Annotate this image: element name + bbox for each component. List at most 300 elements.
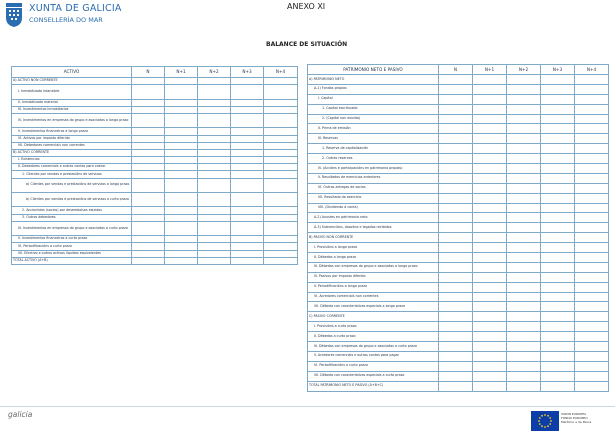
value-cell[interactable] xyxy=(507,114,541,124)
value-cell[interactable] xyxy=(507,243,541,253)
value-cell[interactable] xyxy=(507,322,541,332)
value-cell[interactable] xyxy=(541,223,575,233)
value-cell[interactable] xyxy=(507,272,541,282)
value-cell[interactable] xyxy=(439,134,473,144)
row-label: I. Existencias xyxy=(12,157,132,164)
value-cell[interactable] xyxy=(541,134,575,144)
value-cell[interactable] xyxy=(439,243,473,253)
value-cell[interactable] xyxy=(473,134,507,144)
table-row xyxy=(12,113,298,127)
value-cell[interactable] xyxy=(132,135,165,142)
value-cell[interactable] xyxy=(264,243,298,250)
value-cell[interactable] xyxy=(507,351,541,361)
value-cell[interactable] xyxy=(473,213,507,223)
value-cell[interactable] xyxy=(473,332,507,342)
eu-line-3: Marítimo e de Pesca xyxy=(561,420,592,424)
value-cell[interactable] xyxy=(507,332,541,342)
value-cell[interactable] xyxy=(541,253,575,263)
value-cell[interactable] xyxy=(473,203,507,213)
value-cell[interactable] xyxy=(439,144,473,154)
value-cell[interactable] xyxy=(473,94,507,104)
value-cell[interactable] xyxy=(473,302,507,312)
value-cell[interactable] xyxy=(165,214,198,221)
value-cell[interactable] xyxy=(507,124,541,134)
value-cell[interactable] xyxy=(231,128,264,135)
value-cell[interactable] xyxy=(264,113,298,127)
row-label: I. Provisións a curto prazo xyxy=(308,322,439,332)
value-cell[interactable] xyxy=(198,257,231,264)
value-cell[interactable] xyxy=(132,178,165,192)
value-cell[interactable] xyxy=(575,94,609,104)
value-cell[interactable] xyxy=(541,114,575,124)
value-cell[interactable] xyxy=(507,94,541,104)
value-cell[interactable] xyxy=(264,128,298,135)
value-cell[interactable] xyxy=(439,302,473,312)
value-cell[interactable] xyxy=(507,84,541,94)
value-cell[interactable] xyxy=(264,99,298,106)
value-cell[interactable] xyxy=(231,250,264,257)
value-cell[interactable] xyxy=(507,193,541,203)
value-cell[interactable] xyxy=(541,342,575,352)
value-cell[interactable] xyxy=(132,207,165,214)
value-cell[interactable] xyxy=(132,250,165,257)
value-cell[interactable] xyxy=(439,361,473,371)
value-cell[interactable] xyxy=(473,104,507,114)
value-cell[interactable] xyxy=(507,381,541,391)
value-cell[interactable] xyxy=(439,154,473,164)
value-cell[interactable] xyxy=(507,134,541,144)
value-cell[interactable] xyxy=(132,157,165,164)
value-cell[interactable] xyxy=(132,85,165,99)
value-cell[interactable] xyxy=(507,173,541,183)
value-cell[interactable] xyxy=(473,351,507,361)
value-cell[interactable] xyxy=(575,104,609,114)
value-cell[interactable] xyxy=(541,292,575,302)
value-cell[interactable] xyxy=(439,351,473,361)
value-cell[interactable] xyxy=(541,75,575,85)
value-cell[interactable] xyxy=(439,124,473,134)
value-cell[interactable] xyxy=(575,173,609,183)
value-cell[interactable] xyxy=(439,94,473,104)
value-cell[interactable] xyxy=(575,361,609,371)
value-cell[interactable] xyxy=(575,124,609,134)
value-cell[interactable] xyxy=(165,257,198,264)
pasivo-column-header: N+2 xyxy=(507,65,541,75)
value-cell[interactable] xyxy=(198,135,231,142)
value-cell[interactable] xyxy=(165,78,198,85)
value-cell[interactable] xyxy=(132,164,165,171)
row-label: III. Débedas con empresas do grupo e asociadas a curto prazo xyxy=(308,342,439,352)
value-cell[interactable] xyxy=(473,223,507,233)
value-cell[interactable] xyxy=(541,302,575,312)
value-cell[interactable] xyxy=(231,149,264,156)
value-cell[interactable] xyxy=(507,292,541,302)
table-row xyxy=(12,149,298,156)
value-cell[interactable] xyxy=(541,203,575,213)
value-cell[interactable] xyxy=(575,213,609,223)
value-cell[interactable] xyxy=(541,262,575,272)
value-cell[interactable] xyxy=(439,262,473,272)
value-cell[interactable] xyxy=(165,113,198,127)
value-cell[interactable] xyxy=(541,282,575,292)
table-row xyxy=(308,253,609,263)
value-cell[interactable] xyxy=(439,292,473,302)
value-cell[interactable] xyxy=(264,149,298,156)
value-cell[interactable] xyxy=(473,381,507,391)
value-cell[interactable] xyxy=(575,114,609,124)
value-cell[interactable] xyxy=(473,292,507,302)
value-cell[interactable] xyxy=(541,104,575,114)
value-cell[interactable] xyxy=(575,193,609,203)
value-cell[interactable] xyxy=(439,322,473,332)
value-cell[interactable] xyxy=(264,236,298,243)
value-cell[interactable] xyxy=(132,214,165,221)
value-cell[interactable] xyxy=(198,250,231,257)
value-cell[interactable] xyxy=(541,173,575,183)
value-cell[interactable] xyxy=(264,257,298,264)
value-cell[interactable] xyxy=(198,221,231,235)
value-cell[interactable] xyxy=(439,312,473,322)
value-cell[interactable] xyxy=(198,193,231,207)
value-cell[interactable] xyxy=(541,193,575,203)
value-cell[interactable] xyxy=(231,193,264,207)
value-cell[interactable] xyxy=(165,85,198,99)
value-cell[interactable] xyxy=(198,128,231,135)
value-cell[interactable] xyxy=(264,214,298,221)
value-cell[interactable] xyxy=(439,75,473,85)
value-cell[interactable] xyxy=(575,183,609,193)
value-cell[interactable] xyxy=(264,171,298,178)
value-cell[interactable] xyxy=(439,193,473,203)
value-cell[interactable] xyxy=(507,302,541,312)
patrimonio-pasivo-table xyxy=(307,64,609,392)
value-cell[interactable] xyxy=(439,164,473,174)
value-cell[interactable] xyxy=(439,104,473,114)
row-label: V. Investimentos financeiros a curto prazo xyxy=(12,236,132,243)
value-cell[interactable] xyxy=(473,124,507,134)
value-cell[interactable] xyxy=(132,106,165,113)
value-cell[interactable] xyxy=(507,262,541,272)
value-cell[interactable] xyxy=(165,236,198,243)
value-cell[interactable] xyxy=(231,178,264,192)
value-cell[interactable] xyxy=(575,302,609,312)
value-cell[interactable] xyxy=(507,282,541,292)
value-cell[interactable] xyxy=(507,223,541,233)
value-cell[interactable] xyxy=(575,332,609,342)
value-cell[interactable] xyxy=(507,154,541,164)
value-cell[interactable] xyxy=(575,292,609,302)
row-label: III. Reservas xyxy=(308,134,439,144)
table-row xyxy=(12,106,298,113)
value-cell[interactable] xyxy=(198,142,231,149)
value-cell[interactable] xyxy=(132,128,165,135)
value-cell[interactable] xyxy=(575,243,609,253)
value-cell[interactable] xyxy=(231,236,264,243)
value-cell[interactable] xyxy=(439,114,473,124)
value-cell[interactable] xyxy=(264,78,298,85)
value-cell[interactable] xyxy=(473,183,507,193)
value-cell[interactable] xyxy=(264,207,298,214)
value-cell[interactable] xyxy=(231,257,264,264)
value-cell[interactable] xyxy=(439,272,473,282)
row-label: VII. Efectivo e outros activos líquidos equivalentes xyxy=(12,250,132,257)
value-cell[interactable] xyxy=(541,144,575,154)
value-cell[interactable] xyxy=(198,236,231,243)
value-cell[interactable] xyxy=(198,164,231,171)
value-cell[interactable] xyxy=(439,253,473,263)
value-cell[interactable] xyxy=(165,99,198,106)
value-cell[interactable] xyxy=(264,142,298,149)
value-cell[interactable] xyxy=(439,282,473,292)
activo-column-header: N xyxy=(132,67,165,78)
value-cell[interactable] xyxy=(439,173,473,183)
value-cell[interactable] xyxy=(264,164,298,171)
value-cell[interactable] xyxy=(473,114,507,124)
value-cell[interactable] xyxy=(198,157,231,164)
value-cell[interactable] xyxy=(541,351,575,361)
value-cell[interactable] xyxy=(132,149,165,156)
value-cell[interactable] xyxy=(473,262,507,272)
value-cell[interactable] xyxy=(575,272,609,282)
value-cell[interactable] xyxy=(507,312,541,322)
value-cell[interactable] xyxy=(231,221,264,235)
value-cell[interactable] xyxy=(541,233,575,243)
value-cell[interactable] xyxy=(198,178,231,192)
value-cell[interactable] xyxy=(198,149,231,156)
row-label: III. Débedas con empresas do grupo e asociadas a longo prazo xyxy=(308,262,439,272)
value-cell[interactable] xyxy=(198,99,231,106)
value-cell[interactable] xyxy=(439,233,473,243)
value-cell[interactable] xyxy=(198,113,231,127)
value-cell[interactable] xyxy=(198,78,231,85)
row-label: II. Débedas a curto prazo xyxy=(308,332,439,342)
value-cell[interactable] xyxy=(231,207,264,214)
value-cell[interactable] xyxy=(165,106,198,113)
value-cell[interactable] xyxy=(231,113,264,127)
value-cell[interactable] xyxy=(575,253,609,263)
value-cell[interactable] xyxy=(575,75,609,85)
value-cell[interactable] xyxy=(575,351,609,361)
value-cell[interactable] xyxy=(473,164,507,174)
value-cell[interactable] xyxy=(575,233,609,243)
row-label: V. Periodificacións a longo prazo xyxy=(308,282,439,292)
value-cell[interactable] xyxy=(165,250,198,257)
value-cell[interactable] xyxy=(473,243,507,253)
value-cell[interactable] xyxy=(473,84,507,94)
value-cell[interactable] xyxy=(473,312,507,322)
value-cell[interactable] xyxy=(231,142,264,149)
value-cell[interactable] xyxy=(473,282,507,292)
value-cell[interactable] xyxy=(132,243,165,250)
value-cell[interactable] xyxy=(231,99,264,106)
value-cell[interactable] xyxy=(132,193,165,207)
value-cell[interactable] xyxy=(439,223,473,233)
value-cell[interactable] xyxy=(507,144,541,154)
value-cell[interactable] xyxy=(439,183,473,193)
value-cell[interactable] xyxy=(165,193,198,207)
value-cell[interactable] xyxy=(473,144,507,154)
value-cell[interactable] xyxy=(165,135,198,142)
table-row xyxy=(308,332,609,342)
value-cell[interactable] xyxy=(165,157,198,164)
value-cell[interactable] xyxy=(575,84,609,94)
value-cell[interactable] xyxy=(264,178,298,192)
value-cell[interactable] xyxy=(165,149,198,156)
value-cell[interactable] xyxy=(264,221,298,235)
value-cell[interactable] xyxy=(541,94,575,104)
value-cell[interactable] xyxy=(541,312,575,322)
value-cell[interactable] xyxy=(473,253,507,263)
row-label: IV. Investimentos en empresas do grupo e asociadas a longo prazo xyxy=(12,113,132,127)
value-cell[interactable] xyxy=(132,221,165,235)
table-row xyxy=(308,183,609,193)
value-cell[interactable] xyxy=(473,322,507,332)
table-row xyxy=(308,203,609,213)
value-cell[interactable] xyxy=(507,361,541,371)
value-cell[interactable] xyxy=(165,142,198,149)
value-cell[interactable] xyxy=(264,135,298,142)
value-cell[interactable] xyxy=(507,342,541,352)
value-cell[interactable] xyxy=(439,213,473,223)
table-row xyxy=(12,164,298,171)
value-cell[interactable] xyxy=(231,243,264,250)
pasivo-column-header: N xyxy=(439,65,473,75)
table-row xyxy=(308,342,609,352)
eu-line-2: FONDO EUROPEO xyxy=(561,416,588,420)
value-cell[interactable] xyxy=(473,342,507,352)
value-cell[interactable] xyxy=(507,233,541,243)
value-cell[interactable] xyxy=(165,171,198,178)
value-cell[interactable] xyxy=(507,253,541,263)
value-cell[interactable] xyxy=(541,164,575,174)
value-cell[interactable] xyxy=(198,243,231,250)
value-cell[interactable] xyxy=(473,361,507,371)
value-cell[interactable] xyxy=(507,203,541,213)
value-cell[interactable] xyxy=(541,332,575,342)
value-cell[interactable] xyxy=(473,233,507,243)
value-cell[interactable] xyxy=(231,171,264,178)
value-cell[interactable] xyxy=(507,75,541,85)
value-cell[interactable] xyxy=(264,157,298,164)
value-cell[interactable] xyxy=(231,214,264,221)
value-cell[interactable] xyxy=(198,214,231,221)
value-cell[interactable] xyxy=(473,272,507,282)
value-cell[interactable] xyxy=(165,243,198,250)
value-cell[interactable] xyxy=(132,142,165,149)
value-cell[interactable] xyxy=(575,371,609,381)
value-cell[interactable] xyxy=(575,154,609,164)
value-cell[interactable] xyxy=(132,257,165,264)
value-cell[interactable] xyxy=(575,164,609,174)
value-cell[interactable] xyxy=(198,207,231,214)
value-cell[interactable] xyxy=(541,272,575,282)
value-cell[interactable] xyxy=(507,164,541,174)
value-cell[interactable] xyxy=(575,322,609,332)
value-cell[interactable] xyxy=(473,371,507,381)
value-cell[interactable] xyxy=(507,213,541,223)
value-cell[interactable] xyxy=(132,171,165,178)
value-cell[interactable] xyxy=(132,113,165,127)
value-cell[interactable] xyxy=(541,84,575,94)
table-row xyxy=(308,381,609,391)
value-cell[interactable] xyxy=(264,106,298,113)
value-cell[interactable] xyxy=(165,221,198,235)
value-cell[interactable] xyxy=(264,193,298,207)
value-cell[interactable] xyxy=(473,75,507,85)
table-row xyxy=(12,250,298,257)
value-cell[interactable] xyxy=(132,99,165,106)
value-cell[interactable] xyxy=(264,85,298,99)
value-cell[interactable] xyxy=(575,203,609,213)
value-cell[interactable] xyxy=(198,106,231,113)
value-cell[interactable] xyxy=(231,157,264,164)
value-cell[interactable] xyxy=(507,371,541,381)
value-cell[interactable] xyxy=(132,236,165,243)
value-cell[interactable] xyxy=(473,154,507,164)
value-cell[interactable] xyxy=(541,124,575,134)
value-cell[interactable] xyxy=(231,106,264,113)
value-cell[interactable] xyxy=(575,381,609,391)
value-cell[interactable] xyxy=(575,134,609,144)
value-cell[interactable] xyxy=(198,85,231,99)
table-row xyxy=(308,312,609,322)
value-cell[interactable] xyxy=(473,193,507,203)
row-label: V. Investimentos financeiros a longo prazo xyxy=(12,128,132,135)
value-cell[interactable] xyxy=(507,104,541,114)
value-cell[interactable] xyxy=(541,322,575,332)
value-cell[interactable] xyxy=(198,171,231,178)
value-cell[interactable] xyxy=(439,381,473,391)
row-label: VI. Periodificacións a curto prazo xyxy=(308,361,439,371)
value-cell[interactable] xyxy=(575,144,609,154)
row-label: 1. Capital escriturado xyxy=(308,104,439,114)
table-row xyxy=(12,193,298,207)
value-cell[interactable] xyxy=(439,203,473,213)
value-cell[interactable] xyxy=(575,312,609,322)
value-cell[interactable] xyxy=(165,164,198,171)
value-cell[interactable] xyxy=(132,78,165,85)
value-cell[interactable] xyxy=(575,262,609,272)
value-cell[interactable] xyxy=(165,178,198,192)
value-cell[interactable] xyxy=(507,183,541,193)
table-row xyxy=(308,164,609,174)
value-cell[interactable] xyxy=(541,371,575,381)
value-cell[interactable] xyxy=(165,128,198,135)
activo-table xyxy=(11,66,298,265)
value-cell[interactable] xyxy=(231,135,264,142)
value-cell[interactable] xyxy=(541,361,575,371)
value-cell[interactable] xyxy=(439,371,473,381)
value-cell[interactable] xyxy=(231,85,264,99)
value-cell[interactable] xyxy=(541,183,575,193)
value-cell[interactable] xyxy=(439,84,473,94)
value-cell[interactable] xyxy=(541,213,575,223)
value-cell[interactable] xyxy=(541,154,575,164)
value-cell[interactable] xyxy=(231,78,264,85)
value-cell[interactable] xyxy=(575,342,609,352)
value-cell[interactable] xyxy=(439,342,473,352)
value-cell[interactable] xyxy=(541,243,575,253)
value-cell[interactable] xyxy=(165,207,198,214)
value-cell[interactable] xyxy=(541,381,575,391)
row-label: II. Prima de emisión xyxy=(308,124,439,134)
value-cell[interactable] xyxy=(231,164,264,171)
value-cell[interactable] xyxy=(264,250,298,257)
value-cell[interactable] xyxy=(575,223,609,233)
value-cell[interactable] xyxy=(575,282,609,292)
value-cell[interactable] xyxy=(439,332,473,342)
value-cell[interactable] xyxy=(473,173,507,183)
